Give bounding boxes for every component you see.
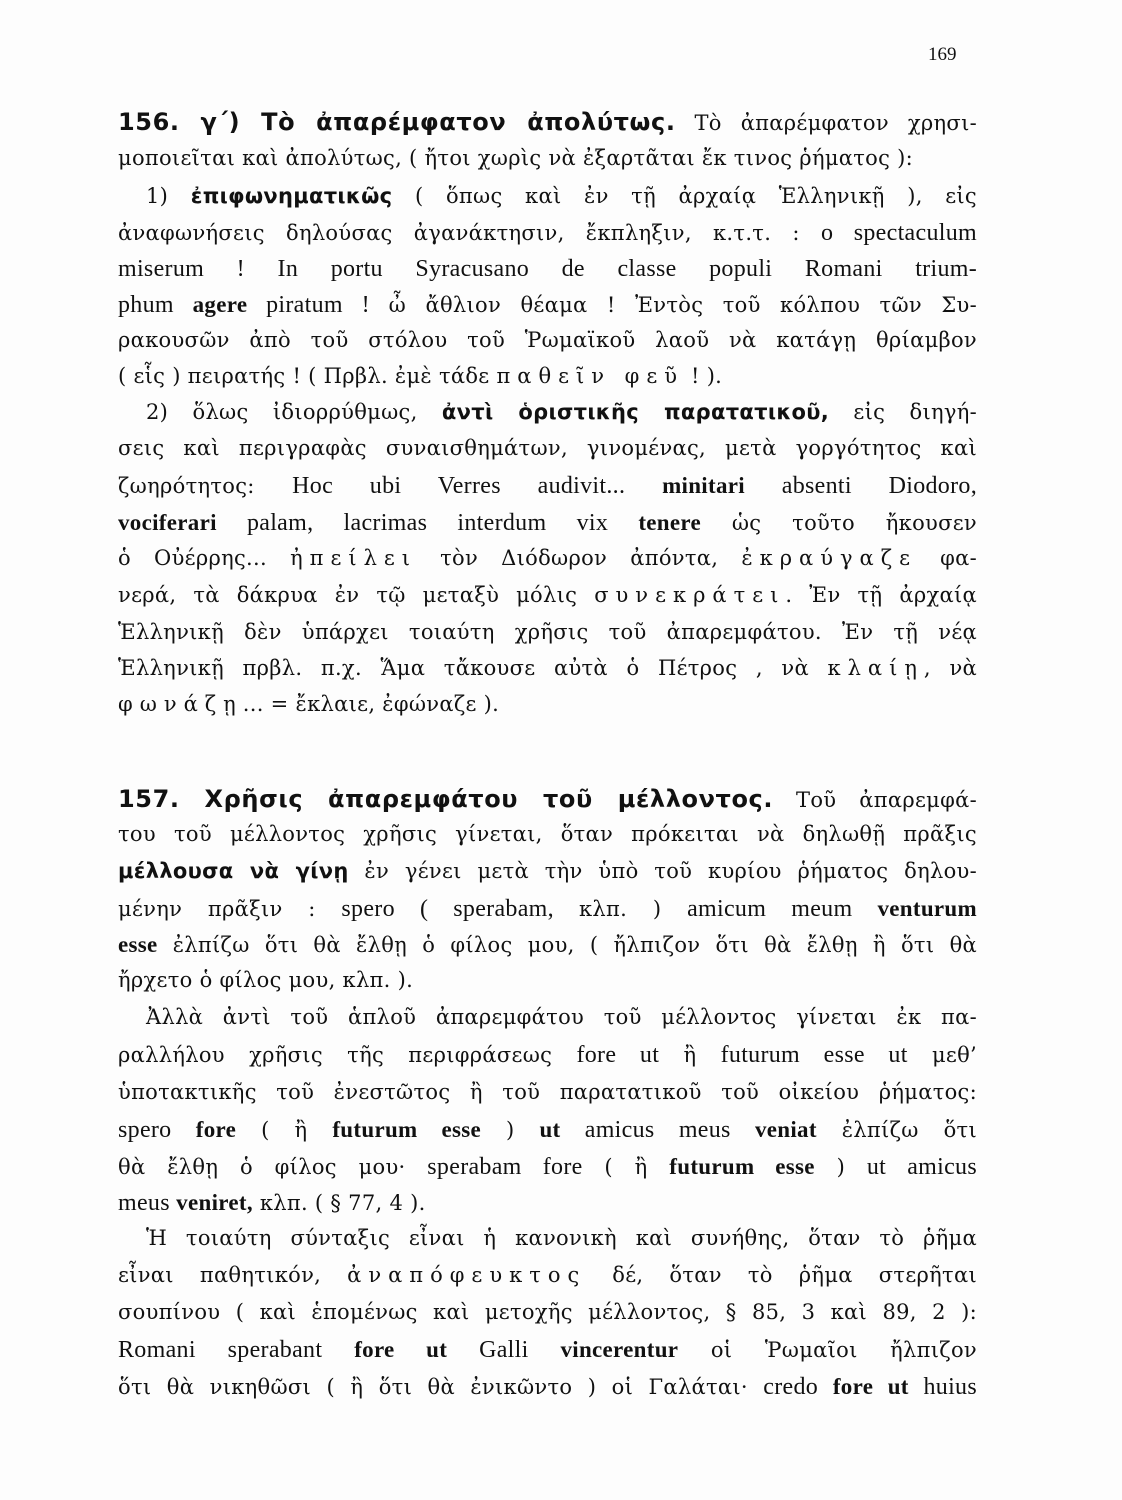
text-line — [118, 436, 977, 460]
text-run: tenere — [638, 510, 702, 535]
text-line — [118, 785, 977, 813]
text-run: ἐπιφωνηματικῶς — [190, 184, 393, 208]
text-line — [118, 328, 977, 352]
text-run: εἶναι παθητικόν, — [118, 1263, 348, 1287]
text-run: 1) — [146, 184, 191, 208]
text-line — [118, 292, 977, 319]
text-line — [118, 108, 977, 136]
text-line — [146, 1005, 977, 1029]
text-run: ὦ ἄθλιον θέαμα ! Ἐντὸς τοῦ κόλπου τῶν Συ- — [388, 293, 977, 317]
text-run: agere — [192, 292, 248, 317]
text-run: palam, lacrimas interdum vix — [216, 510, 639, 536]
text-run: Ἡ τοιαύτη σύνταξις εἶναι ἡ κανονικὴ καὶ συνήθης, ὅταν τὸ ῥῆμα — [146, 1226, 977, 1250]
text-run: phum — [118, 292, 193, 318]
text-run: εἰς διηγή- — [829, 400, 977, 424]
text-run: του τοῦ μέλλοντος χρῆσις γίνεται, ὅταν πρόκειται νὰ δηλωθῇ πρᾶξις — [118, 822, 977, 846]
text-line — [118, 364, 722, 388]
text-line — [118, 859, 977, 883]
text-line — [118, 1042, 977, 1069]
text-line — [118, 968, 413, 992]
text-line — [118, 473, 977, 500]
text-run: τὸν Διόδωρον ἀπόντα, — [417, 546, 742, 570]
text-run: o spectaculum — [820, 220, 978, 246]
text-run: huius — [908, 1374, 977, 1400]
text-line — [118, 546, 977, 570]
text-run: ut amicus — [866, 1154, 977, 1180]
text-run: vociferari — [118, 510, 217, 535]
text-run: ( εἷς ) πειρατής ! ( Πρβλ. ἐμὲ τάδε — [118, 364, 497, 388]
text-line — [118, 620, 977, 644]
text-line — [118, 220, 977, 247]
text-line — [118, 896, 977, 923]
text-run: Ἑλληνικῇ δὲν ὑπάρχει τοιαύτη χρῆσις τοῦ ἀπαρεμφάτου. Ἐν τῇ νέᾳ — [118, 620, 977, 644]
text-run: Ἑλληνικῇ πρβλ. π.χ. Ἅμα τἄκουσε αὐτὰ ὁ Πέτρος , νὰ — [118, 656, 828, 680]
text-run: μένην πρᾶξιν : — [118, 897, 342, 921]
text-run: veniat — [754, 1117, 817, 1142]
text-run: futurum esse ut — [720, 1042, 908, 1068]
section-heading: 157. Χρῆσις ἀπαρεμφάτου τοῦ μέλλοντος. — [118, 785, 774, 813]
text-run: μεθ’ — [907, 1043, 978, 1067]
text-run: ! ). — [684, 364, 723, 388]
text-run: ζωηρότητος: — [118, 474, 293, 498]
text-run: δέ, ὅταν τὸ ῥῆμα στερῆται — [586, 1263, 977, 1287]
text-run: spero — [118, 1117, 196, 1143]
text-run: futurum esse — [669, 1154, 815, 1179]
text-run: Τοῦ ἀπαρεμφά- — [773, 788, 977, 812]
text-run: συνεκράτει — [594, 583, 786, 607]
text-run: amicus meus — [560, 1117, 755, 1143]
text-run: ὁ Οὐέρρης... — [118, 546, 291, 570]
text-line — [118, 692, 499, 716]
page-number: 169 — [928, 44, 957, 65]
text-run: κλπ. ( § 77, 4 ). — [252, 1191, 426, 1215]
text-run: ἐκραύγαζε — [741, 546, 917, 570]
text-run: μέλλουσα νὰ γίνῃ — [118, 859, 349, 883]
text-run: ἤρχετο ὁ φίλος μου, κλπ. ). — [118, 968, 414, 992]
text-run: μοποιεῖται καὶ ἀπολύτως, ( ἤτοι χωρὶς νὰ ἐξαρτᾶται ἔκ τινος ῥήματος ): — [118, 146, 914, 170]
text-run: , νὰ — [923, 656, 977, 680]
text-run: absenti Diodoro, — [744, 473, 977, 499]
text-run: φα- — [917, 546, 977, 570]
text-run: Ἀλλὰ ἀντὶ τοῦ ἁπλοῦ ἀπαρεμφάτου τοῦ μέλλοντος γίνεται ἐκ πα- — [146, 1005, 977, 1029]
text-run: ὅτι θὰ νικηθῶσι ( ἢ ὅτι θὰ ἐνικῶντο ) οἱ Γαλάται· — [118, 1375, 764, 1399]
text-run: νερά, τὰ δάκρυα ἐν τῷ μεταξὺ μόλις — [118, 583, 595, 607]
text-run: ὑποτακτικῆς τοῦ ἐνεστῶτος ἢ τοῦ παρατατικοῦ τοῦ οἰκείου ῥήματος: — [118, 1080, 977, 1104]
text-run: ut — [539, 1117, 561, 1142]
text-line — [118, 1300, 977, 1324]
text-line — [118, 1154, 977, 1181]
text-run: σεις καὶ περιγραφὰς συναισθημάτων, γινομένας, μετὰ γοργότητος καὶ — [118, 436, 977, 460]
text-line — [118, 146, 913, 170]
text-line — [118, 510, 977, 537]
text-run: fore ut — [576, 1042, 660, 1068]
text-run: ἀναπόφευκτος — [347, 1263, 587, 1287]
text-run: οἱ Ῥωμαῖοι ἤλπιζον — [678, 1338, 977, 1362]
text-run: ( ἢ — [582, 1155, 670, 1179]
text-line — [118, 656, 977, 680]
text-line — [118, 1263, 977, 1287]
text-run: κλπ. ) — [579, 897, 688, 921]
text-run: ἠπείλει — [290, 546, 418, 570]
text-run: sperabam fore — [427, 1154, 583, 1180]
text-run: esse — [118, 932, 158, 957]
text-run: futurum esse — [332, 1117, 482, 1142]
text-run: φωνάζῃ — [118, 692, 243, 716]
text-line — [118, 1190, 426, 1217]
text-run: amicum meum — [687, 896, 878, 922]
text-line — [146, 1226, 977, 1250]
text-line — [118, 1337, 977, 1364]
text-run: Hoc ubi Verres audivit... — [292, 473, 663, 499]
text-run: fore — [195, 1117, 237, 1142]
text-line — [146, 184, 977, 208]
text-run: κλαίῃ — [827, 656, 924, 680]
text-line — [146, 400, 977, 424]
text-run: ἀναφωνήσεις δηλούσας ἀγανάκτησιν, ἔκπληξιν, κ.τ.τ. : — [118, 221, 821, 245]
text-run: fore ut — [832, 1374, 909, 1399]
text-run: ἐλπίζω ὅτι — [816, 1118, 978, 1142]
text-run: ραλλήλου χρῆσις τῆς περιφράσεως — [118, 1043, 577, 1067]
text-run: vincerentur — [560, 1337, 679, 1362]
text-run: ἀντὶ ὁριστικῆς παρατατικοῦ, — [441, 400, 830, 424]
text-run: . Ἐν τῇ ἀρχαίᾳ — [785, 583, 977, 607]
text-run: ἐν γένει μετὰ τὴν ὑπὸ τοῦ κυρίου ῥήματος δηλου- — [348, 859, 977, 883]
text-run: ἐλπίζω ὅτι θὰ ἔλθῃ ὁ φίλος μου, ( ἤλπιζον ὅτι θὰ ἔλθῃ ἢ ὅτι θὰ — [157, 933, 977, 957]
text-line — [118, 1080, 977, 1104]
text-run: ( ἢ — [236, 1118, 333, 1142]
text-run: spero ( sperabam, — [341, 896, 579, 922]
text-run: παθεῖν φεῦ — [496, 364, 684, 388]
text-run: ρακουσῶν ἀπὸ τοῦ στόλου τοῦ Ῥωμαϊκοῦ λαοῦ νὰ κατάγῃ θρίαμβον — [118, 328, 977, 352]
text-run: Τὸ ἀπαρέμφατον χρησι- — [675, 111, 978, 135]
text-run: credo — [763, 1374, 833, 1400]
text-run: minitari — [662, 473, 745, 498]
text-run: Romani sperabant — [118, 1337, 355, 1363]
text-line — [118, 256, 977, 283]
text-run: ) — [481, 1118, 540, 1142]
text-run: venturum — [877, 896, 977, 921]
text-run: miserum ! In portu Syracusano de classe populi Romani trium- — [118, 256, 977, 282]
text-line — [118, 822, 977, 846]
text-line — [118, 1117, 977, 1144]
text-run: ... = ἔκλαιε, ἐφώναζε ). — [242, 692, 500, 716]
text-line — [118, 1374, 977, 1401]
text-run: Galli — [447, 1337, 561, 1363]
text-run: ἢ — [659, 1043, 721, 1067]
text-run: piratum ! — [247, 292, 389, 318]
text-run: 2) ὅλως ἰδιορρύθμως, — [146, 400, 442, 424]
text-run: θὰ ἔλθῃ ὁ φίλος μου· — [118, 1155, 428, 1179]
text-run: fore ut — [354, 1337, 448, 1362]
text-line — [118, 932, 977, 958]
text-run: ) — [814, 1155, 867, 1179]
text-line — [118, 583, 977, 607]
section-heading: 156. γ΄) Τὸ ἀπαρέμφατον ἀπολύτως. — [118, 108, 676, 136]
text-run: ( ὅπως καὶ ἐν τῇ ἀρχαίᾳ Ἑλληνικῇ ), εἰς — [392, 184, 977, 208]
text-run: ὡς τοῦτο ἤκουσεν — [701, 511, 977, 535]
text-run: veniret, — [176, 1190, 253, 1215]
text-run: σουπίνου ( καὶ ἑπομένως καὶ μετοχῆς μέλλοντος, § 85, 3 καὶ 89, 2 ): — [118, 1300, 977, 1324]
text-run: meus — [118, 1190, 177, 1216]
